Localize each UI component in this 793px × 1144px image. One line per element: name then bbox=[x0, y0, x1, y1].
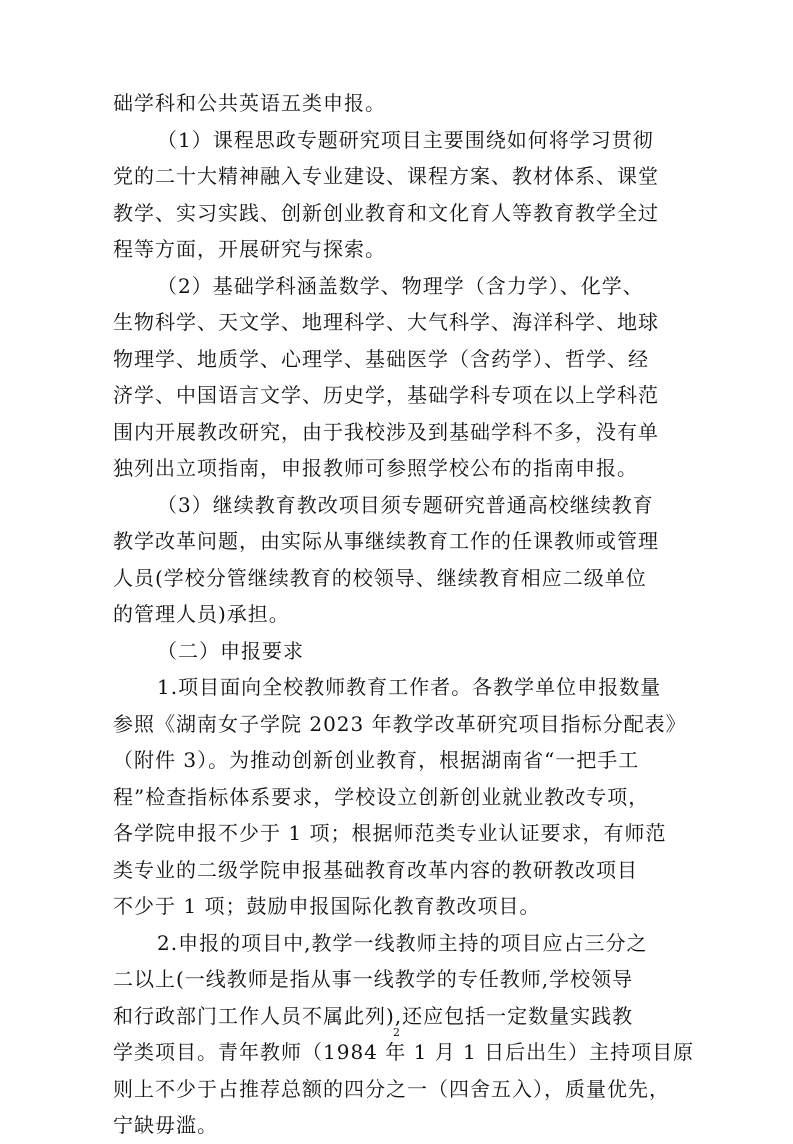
text-line: 1.项目面向全校教师教育工作者。各教学单位申报数量 bbox=[157, 675, 662, 699]
text-line: 础学科和公共英语五类申报。 bbox=[113, 91, 386, 115]
text-line: 则上不少于占推荐总额的四分之一（四舍五入），质量优先， bbox=[113, 1076, 670, 1101]
text-line: 宁缺毋滥。 bbox=[113, 1113, 218, 1137]
text-line: （1）课程思政专题研究项目主要围绕如何将学习贯彻 bbox=[157, 127, 654, 152]
text-line: 各学院申报不少于 1 项；根据师范类专业认证要求，有师范 bbox=[113, 821, 667, 845]
text-line: 党的二十大精神融入专业建设、课程方案、教材体系、课堂 bbox=[113, 164, 659, 188]
text-line: 人员(学校分管继续教育的校领导、继续教育相应二级单位 bbox=[113, 565, 647, 590]
text-line: 教学、实习实践、创新创业教育和文化育人等教育教学全过 bbox=[113, 200, 659, 225]
text-line: 2.申报的项目中,教学一线教师主持的项目应占三分之 bbox=[157, 930, 648, 955]
text-line: 参照《湖南女子学院 2023 年教学改革研究项目指标分配表》 bbox=[113, 711, 687, 736]
text-line: 类专业的二级学院申报基础教育改革内容的教研教改项目 bbox=[113, 857, 638, 882]
page-number: 2 bbox=[393, 1026, 400, 1039]
text-line: 程等方面，开展研究与探索。 bbox=[113, 237, 386, 261]
text-line: 程”检查指标体系要求，学校设立创新创业就业教改专项， bbox=[113, 784, 650, 809]
text-line: 和行政部门工作人员不属此列),还应包括一定数量实践教 bbox=[113, 1003, 634, 1028]
text-line: 物理学、地质学、心理学、基础医学（含药学）、哲学、经 bbox=[113, 346, 649, 371]
text-line: 教学改革问题，由实际从事继续教育工作的任课教师或管理 bbox=[113, 529, 659, 553]
text-line: 生物科学、天文学、地理科学、大气科学、海洋科学、地球 bbox=[113, 310, 659, 334]
text-line: 学类项目。青年教师（1984 年 1 月 1 日后出生）主持项目原 bbox=[113, 1040, 695, 1064]
text-line: （附件 3）。为推动创新创业教育，根据湖南省“一把手工 bbox=[113, 748, 640, 772]
text-line: 的管理人员)承担。 bbox=[113, 602, 290, 626]
text-line: 独列出立项指南，申报教师可参照学校公布的指南申报。 bbox=[113, 456, 638, 480]
text-line: （2）基础学科涵盖数学、物理学（含力学）、化学、 bbox=[157, 273, 644, 298]
text-line: 围内开展教改研究，由于我校涉及到基础学科不多，没有单 bbox=[113, 419, 659, 444]
body-text bbox=[113, 85, 695, 1144]
section-heading: （二）申报要求 bbox=[157, 638, 304, 663]
text-line: 不少于 1 项；鼓励申报国际化教育教改项目。 bbox=[113, 894, 541, 918]
text-line: 二以上(一线教师是指从事一线教学的专任教师,学校领导 bbox=[113, 967, 634, 991]
text-line: （3）继续教育教改项目须专题研究普通高校继续教育 bbox=[157, 492, 654, 517]
text-line: 济学、中国语言文学、历史学，基础学科专项在以上学科范 bbox=[113, 383, 659, 407]
